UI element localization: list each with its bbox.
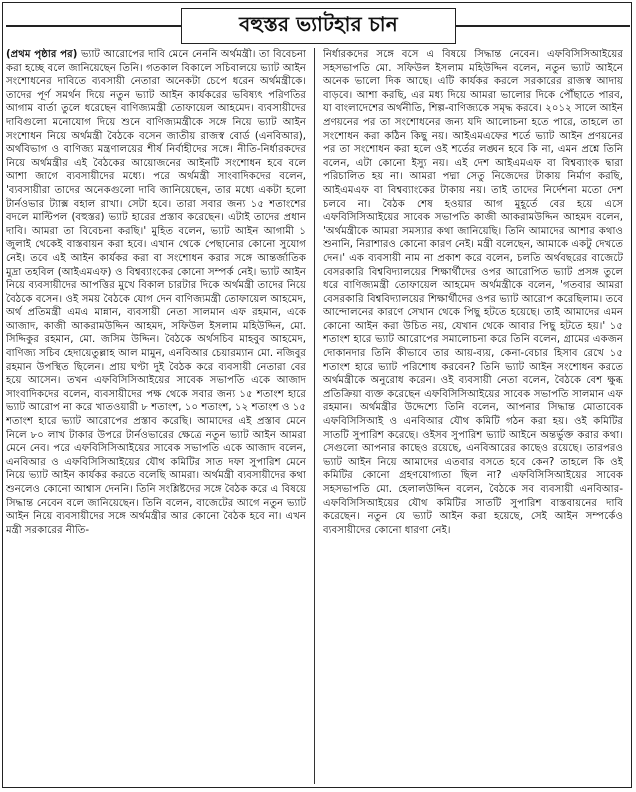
headline-rule-right xyxy=(456,25,630,27)
headline: বহুস্তর ভ্যাটহার চান xyxy=(181,8,456,44)
column-divider xyxy=(314,48,315,784)
column-2-body: নির্ধারকদের সঙ্গে বসে এ বিষয়ে সিদ্ধান্ত নেবেন। এফবিসিসিআইয়ের সহসভাপতি মো. সফিউল ইসলাম মহিউদ্দিন বলেন, নতুন ভ্যাট আইনে অনেক ভালো দিক আছে। এটি কার্যকর করলে সরকারের রাজস্ব আদায় বাড়বে। আশা করছি, এর মধ্য দিয়ে আমরা ভালোর দিকে পৌঁছাতে পারব, যা বাংলাদেশের অর্থনীতি, শিল্প-বাণিজ্যকে সমৃদ্ধ করবে। ২০১২ সালে আইন প্রণয়নের পর তা সংশোধনের জন্য যদি আলোচনা হতে পারে, তাহলে তা সংশোধন করা কঠিন কিছু নয়। আইএমএফের শর্তে ভ্যাট আইন প্রণয়নের পর তা সংশোধন করা হলে ওই শর্তের লঙ্ঘন হবে কি না, এমন প্রশ্নে তিনি বলেন, এটা কোনো ইস্যু নয়। এই দেশ আইএমএফ বা বিশ্বব্যাংক দ্বারা পরিচালিত হয় না। আমরা পদ্মা সেতু নিজেদের টাকায় নির্মাণ করছি, আইএমএফ বা বিশ্বব্যাংকের টাকায় নয়। তাই তাদের নির্দেশনা মতো দেশ চলবে না। বৈঠক শেষ হওয়ার আগ মুহূর্তে বের হয়ে এসে এফবিসিসিআইয়ের সাবেক সভাপতি কাজী আকরামউদ্দিন আহমদ বলেন, 'অর্থমন্ত্রীকে আমরা সমস্যার কথা জানিয়েছি। তিনি আমাদের আশার কথাও শুনানি, নিরাশারও কোনো কারণ নেই। মন্ত্রী বলেছেন, আমাকে একটু দেখতে দেন।' এক ব্যবসায়ী নাম না প্রকাশ করে বলেন, চলতি অর্থবছরের বাজেটে বেসরকারি বিশ্ববিদ্যালয়ের শিক্ষার্থীদের ওপর আরোপিত ভ্যাট প্রসঙ্গ তুলে ধরে বাণিজ্যমন্ত্রী তোফায়েল আহমেদ অর্থমন্ত্রীকে বলেন, 'গতবার আমরা বেসরকারি বিশ্ববিদ্যালয়ের শিক্ষার্থীদের ওপর ভ্যাট আরোপ করেছিলাম। তবে আন্দোলনের কারণে সেখান থেকে পিছু হটতে হয়েছে। তাই আমাদের এমন কোনো আইন করা উচিত নয়, যেখান থেকে আবার পিছু হটতে হয়।' ১৫ শতাংশ হারে ভ্যাট আরোপের সমালোচনা করে তিনি বলেন, গ্রামের একজন দোকানদার তিনি কীভাবে তার আয়-ব্যয়, কেনা-বেচার হিসাব রেখে ১৫ শতাংশ হারে ভ্যাট পরিশোধ করবেন? তিনি ভ্যাট আইন সংশোধন করতে অর্থমন্ত্রীকে অনুরোধ করেন। ওই ব্যবসায়ী নেতা বলেন, বৈঠকে বেশ ক্ষুব্ধ প্রতিক্রিয়া ব্যক্ত করেছেন এফবিসিসিআইয়ের সাবেক সভাপতি সালমান এফ রহমান। অর্থমন্ত্রীর উদ্দেশ্যে তিনি বলেন, আপনার সিদ্ধান্ত মোতাবেক এফবিসিসিআই ও এনবিআর যৌথ কমিটি গঠন করা হয়। ওই কমিটির সাতটি সুপারিশ করেছে। ওইসব সুপারিশ ভ্যাট আইনে অন্তর্ভুক্ত করার কথা। সেগুলো আপনার কাছেও রয়েছে, এনবিআরের কাছেও রয়েছে। তারপরও ভ্যাট আইন নিয়ে আমাদের এতবার বসতে হবে কেন? তাহলে কি ওই কমিটির কোনো গ্রহণযোগ্যতা ছিল না? এফবিসিসিআইয়ের সাবেক সহসভাপতি মো. হেলালউদ্দিন বলেন, বৈঠকে সব ব্যবসায়ী এনবিআর-এফবিসিসিআইয়ের যৌথ কমিটির সাতটি সুপারিশ বাস্তবায়নের দাবি করেছেন। নতুন যে ভ্যাট আইন করা হয়েছে, সেই আইন সম্পর্কেও ব্যবসায়ীদের কোনো ধারণা নেই। xyxy=(323,49,623,536)
column-1-body: ভ্যাট আরোপের দাবি মেনে নেননি অর্থমন্ত্রী। তা বিবেচনা করা হচ্ছে বলে জানিয়েছেন তিনি। গতকাল বিকালে সচিবালয়ে ভ্যাট আইন সংশোধনের দাবিতে ব্যবসায়ী নেতারা অনেকটা চেপে ধরেন অর্থমন্ত্রীকে। তাদের পূর্ণ সমর্থন দিয়ে নতুন ভ্যাট আইন কার্যকরের ভবিষ্যৎ পরিণতির আগাম বার্তা তুলে ধরেছেন বাণিজ্যমন্ত্রী তোফায়েল আহমেদ। ব্যবসায়ীদের দাবিগুলো মনোযোগ দিয়ে শুনে বাণিজ্যমন্ত্রীকে সঙ্গে নিয়ে ভ্যাট আইন সংশোধন নিয়ে অর্থমন্ত্রী বৈঠকে বসেন জাতীয় রাজস্ব বোর্ড (এনবিআর), অর্থবিভাগ ও বাণিজ্য মন্ত্রণালয়ের শীর্ষ নির্বাহীদের সঙ্গে। নীতি-নির্ধারকদের নিয়ে অর্থমন্ত্রীর এই বৈঠকের আয়োজনের আইনটি সংশোধন হবে বলে আশা জাগে ব্যবসায়ীদের মধ্যে। পরে অর্থমন্ত্রী সাংবাদিকদের বলেন, 'ব্যবসায়ীরা তাদের অনেকগুলো দাবি জানিয়েছেন, তার মধ্যে একটা হলো টার্নওভার ট্যাক্স বহাল রাখা। সেটা হবে। তারা সবার জন্য ১৫ শতাংশের বদলে মাল্টিপল (বহুস্তর) ভ্যাট হারের প্রস্তাব করেছেন। এটাই তাদের প্রধান দাবি। আমরা তা বিবেচনা করছি।' মুহিত বলেন, ভ্যাট আইন আগামী ১ জুলাই থেকেই বাস্তবায়ন করা হবে। এখান থেকে পেছানোর কোনো সুযোগ নেই। তবে এই আইন কার্যকর করা বা সংশোধন করার সঙ্গে আন্তর্জাতিক মুদ্রা তহবিল (আইএমএফ) ও বিশ্বব্যাংকের কোনো সম্পর্ক নেই। ভ্যাট আইন নিয়ে ব্যবসায়ীদের আপত্তির মুখে বিকাল চারটার দিকে অর্থমন্ত্রী তাদের নিয়ে বৈঠকে বসেন। ওই সময় বৈঠকে যোগ দেন বাণিজ্যমন্ত্রী তোফায়েল আহমেদ, অর্থ প্রতিমন্ত্রী এমএ মান্নান, ব্যবসায়ী নেতা সালমান এফ রহমান, একে আজাদ, কাজী আকরামউদ্দিন আহমদ, সফিউল ইসলাম মহিউদ্দিন, মো. সিদ্দিকুর রহমান, মো. জসিম উদ্দিন। বৈঠকে অর্থসচিব মাহবুব আহমেদ, বাণিজ্য সচিব হেদায়েতুল্লাহ আল মামুন, এনবিআর চেয়ারম্যান মো. নজিবুর রহমান উপস্থিত ছিলেন। প্রায় ঘণ্টা দুই বৈঠক করে ব্যবসায়ী নেতারা বের হয়ে আসেন। তখন এফবিসিসিআইয়ের সাবেক সভাপতি একে আজাদ সাংবাদিকদের বলেন, ব্যবসায়ীদের পক্ষ থেকে সবার জন্য ১৫ শতাংশ হারে ভ্যাট আরোপ না করে খাতওয়ারী ৮ শতাংশ, ১০ শতাংশ, ১২ শতাংশ ও ১৫ শতাংশ হারে ভ্যাট আরোপের প্রস্তাব করেছি। আমাদের এই প্রস্তাব মেনে নিলে ৮০ লাখ টাকার উপরে টার্নওভারের ক্ষেত্রে নতুন ভ্যাট আইন আমরা মেনে নেব। পরে এফবিসিসিআইয়ের সাবেক সভাপতি একে আজাদ বলেন, এনবিআর ও এফবিসিসিআইয়ের যৌথ কমিটির সাত দফা সুপারিশ মেনে নিয়ে ভ্যাট আইন কার্যকর করতে বলেছি আমরা। অর্থমন্ত্রী ব্যবসায়ীদের কথা শুনলেও কোনো আশ্বাস দেননি। তিনি সংশ্লিষ্টদের সঙ্গে বৈঠক করে এ বিষয়ে সিদ্ধান্ত নেবেন বলে জানিয়েছেন। তিনি বলেন, বাজেটের আগে নতুন ভ্যাট আইন নিয়ে ব্যবসায়ীদের সঙ্গে অর্থমন্ত্রীর আর কোনো বৈঠক হবে না। এখন মন্ত্রী সরকারের নীতি- xyxy=(6,49,306,536)
article-column-2 xyxy=(323,48,623,786)
article-column-1 xyxy=(6,48,306,786)
headline-rule-left xyxy=(6,25,181,27)
column-1-text xyxy=(6,48,306,537)
continuation-label: (প্রথম পৃষ্ঠার পর) xyxy=(6,49,78,60)
